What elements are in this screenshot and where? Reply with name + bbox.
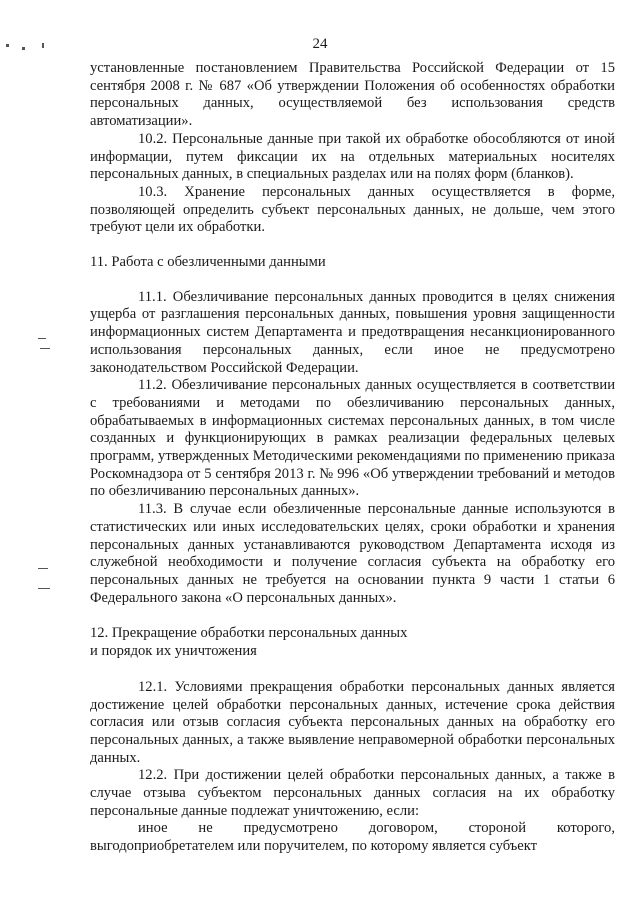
paragraph: 10.3. Хранение персональных данных осуществляется в форме, позволяющей определить субъект персональных данных, не дольше, чем этого требуют цели их обработки. [90, 183, 615, 236]
paragraph: установленные постановлением Правительства Российской Федерации от 15 сентября 2008 г. № 687 «Об утверждении Положения об особенностях обработки персональных данных, осуществляемой без использования средств автоматизации». [90, 60, 615, 130]
paragraph: 11.3. В случае если обезличенные персональные данные используются в статистических или иных исследовательских целях, сроки обработки и хранения персональных данных устанавливаются руководством Департамента исходя из служебной необходимости и получение согласия субъекта на обработку его персональных данных не требуется на основании пункта 9 части 1 статьи 6 Федерального закона «О персональных данных». [90, 501, 615, 606]
paragraph: 11.2. Обезличивание персональных данных осуществляется в соответствии с требованиями и методами по обезличиванию персональных данных, обрабатываемых в информационных системах персональных данных, в том числе созданных и функционирующих в рамках реализации федеральных целевых программ, утвержденных Методическими рекомендациями по применению приказа Роскомнадзора от 5 сентября 2013 г. № 996 «Об утверждении требований и методов по обезличиванию персональных данных». [90, 377, 615, 500]
paragraph: 12.2. При достижении целей обработки персональных данных, а также в случае отзыва субъектом персональных данных согласия на их обработку персональные данные подлежат уничтожению, если: [90, 767, 615, 819]
paragraph: 10.2. Персональные данные при такой их обработке обособляются от иной информации, путем фиксации их на отдельных материальных носителях персональных данных, в специальных разделах или на полях форм (бланков). [90, 130, 615, 183]
paragraph: 11.1. Обезличивание персональных данных проводится в целях снижения ущерба от разглашения персональных данных, повышения уровня защищенности информационных систем Департамента и предотвращения несанкционированного использования персональных данных, если иное не предусмотрено законодательством Российской Федерации. [90, 288, 615, 376]
scan-margin-marks [0, 0, 90, 905]
paragraph: иное не предусмотрено договором, стороной которого, выгодоприобретателем или поручителем, по которому является субъект [90, 820, 615, 855]
section-heading-12-line-1: 12. Прекращение обработки персональных данных [90, 625, 408, 642]
paragraph: 12.1. Условиями прекращения обработки персональных данных является достижение целей обработки персональных данных, истечение срока действия согласия или отзыв согласия субъекта персональных данных на обработку его персональных данных, а также выявление неправомерной обработки персональных данных. [90, 678, 615, 766]
page-number: 24 [312, 36, 328, 52]
section-heading-11: 11. Работа с обезличенными данными [90, 254, 326, 271]
document-body [90, 60, 615, 856]
section-heading-12-line-2: и порядок их уничтожения [90, 643, 257, 660]
